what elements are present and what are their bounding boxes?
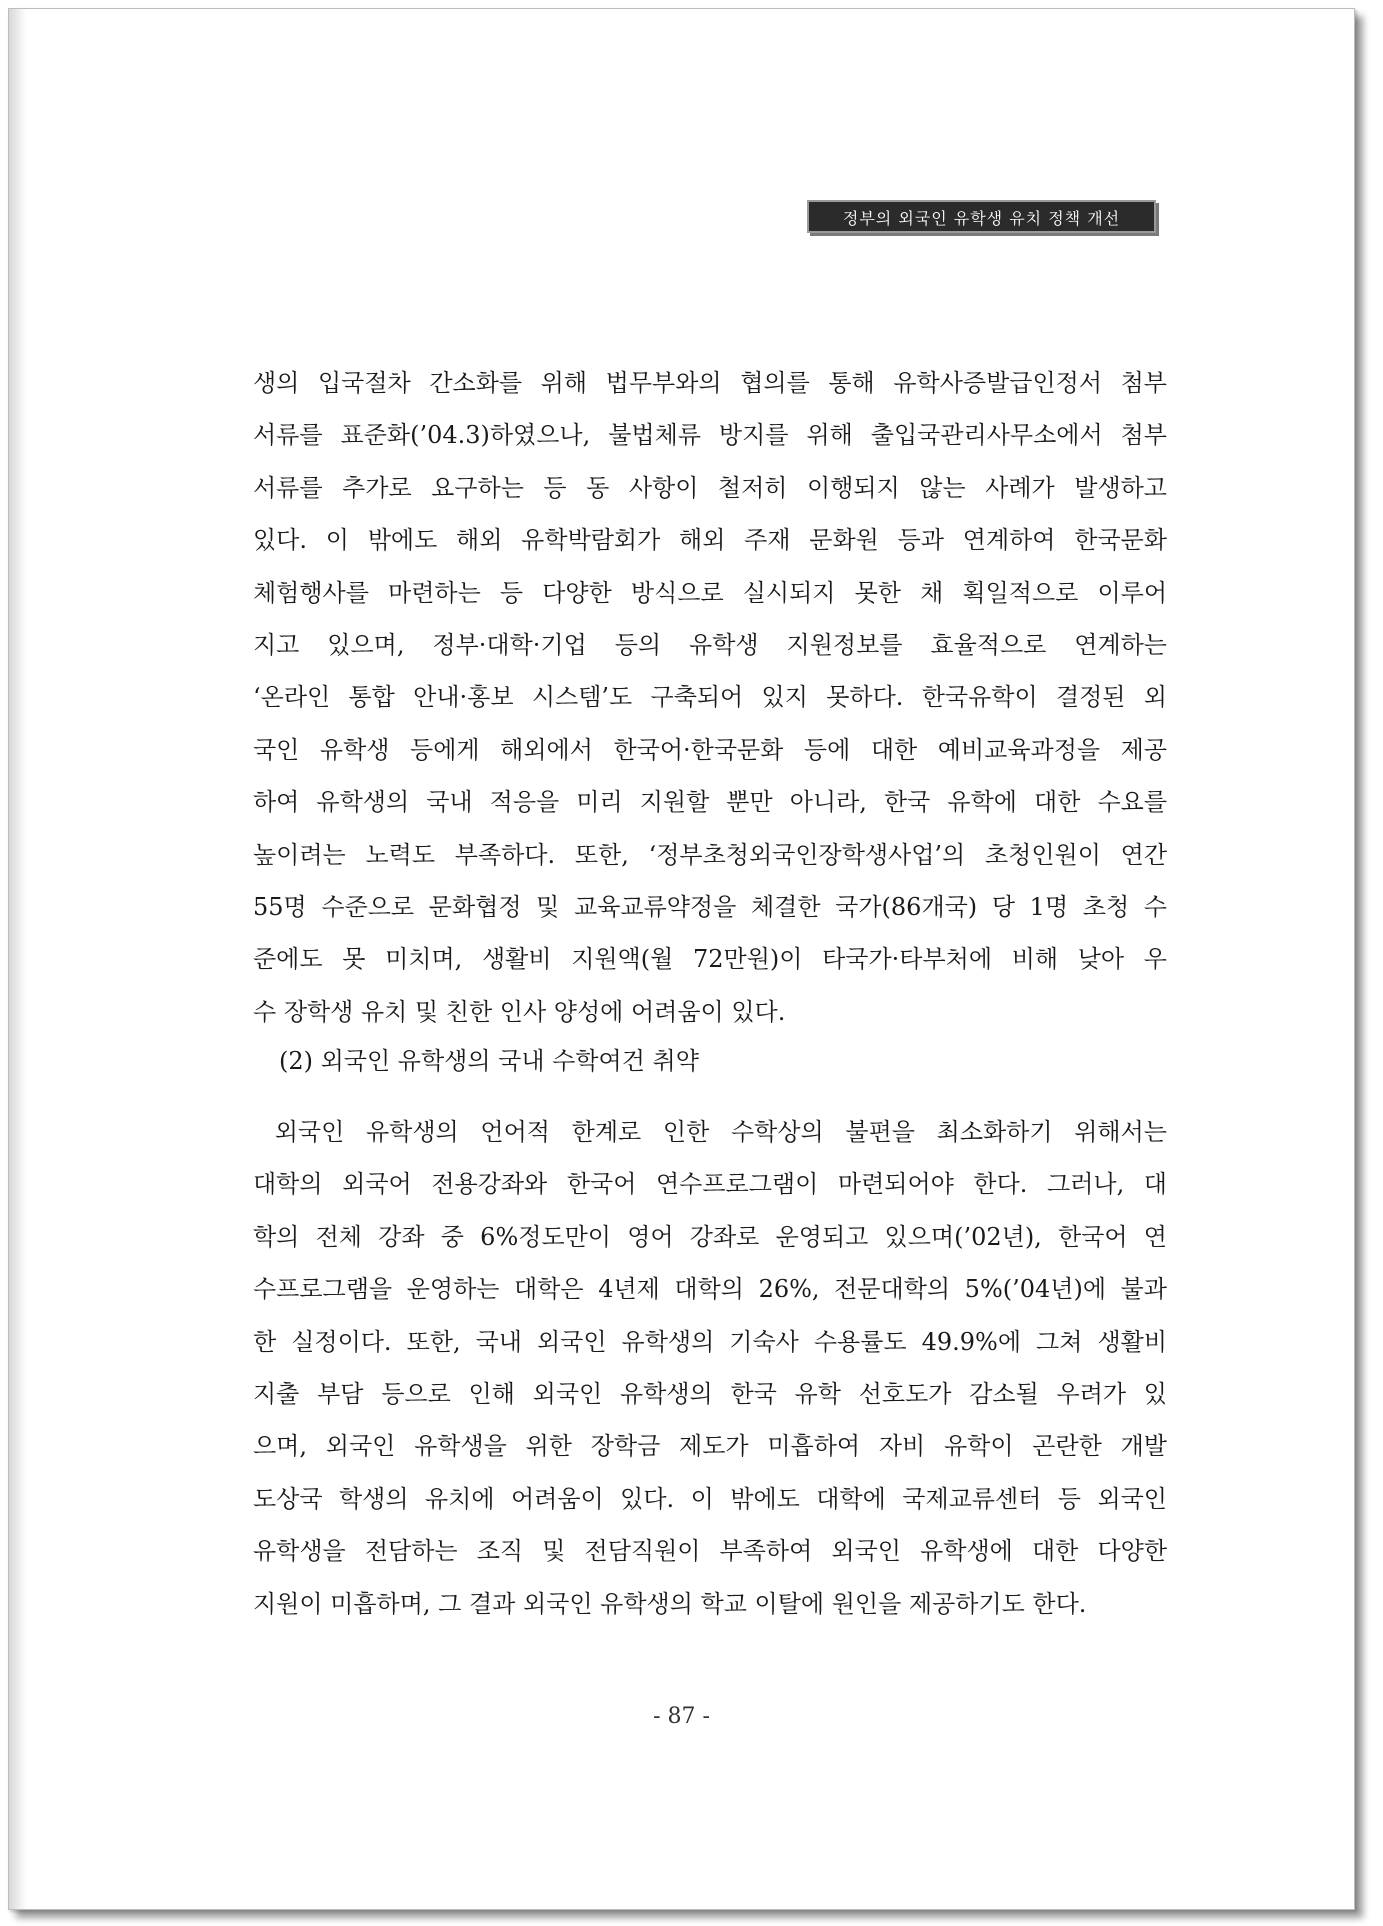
section-heading: (2) 외국인 유학생의 국내 수학여건 취약 [279,1047,699,1075]
text-line: 체험행사를 마련하는 등 다양한 방식으로 실시되지 못한 채 획일적으로 이루어 [253,578,1167,607]
text-line: 높이려는 노력도 부족하다. 또한, ‘정부초청외국인장학생사업’의 초청인원이 연간 [253,840,1167,869]
text-line: 수 장학생 유치 및 친한 인사 양성에 어려움이 있다. [253,997,786,1026]
page-number: - 87 - [653,1704,710,1729]
text-line: 서류를 추가로 요구하는 등 동 사항이 철저히 이행되지 않는 사례가 발생하고 [253,473,1167,502]
text-line: 유학생을 전담하는 조직 및 전담직원이 부족하여 외국인 유학생에 대한 다양한 [253,1537,1167,1566]
text-line: 학의 전체 강좌 중 6%정도만이 영어 강좌로 운영되고 있으며(’02년), 한국어 연 [253,1222,1167,1251]
text-line: 지고 있으며, 정부·대학·기업 등의 유학생 지원정보를 효율적으로 연계하는 [253,631,1167,660]
body-paragraph-2 [253,1106,1167,1630]
body-paragraph-1 [253,357,1167,1038]
text-line: 외국인 유학생의 언어적 한계로 인한 수학상의 불편을 최소화하기 위해서는 [253,1118,1167,1146]
text-line: ‘온라인 통합 안내·홍보 시스템’도 구축되어 있지 못하다. 한국유학이 결정된 외 [253,683,1167,712]
text-line: 준에도 못 미치며, 생활비 지원액(월 72만원)이 타국가·타부처에 비해 낮아 우 [253,945,1167,974]
text-line: 서류를 표준화(’04.3)하였으나, 불법체류 방지를 위해 출입국관리사무소에서 첨부 [253,421,1167,450]
text-line: 55명 수준으로 문화협정 및 교육교류약정을 체결한 국가(86개국) 당 1명 초청 수 [253,893,1167,922]
text-line: 한 실정이다. 또한, 국내 외국인 유학생의 기숙사 수용률도 49.9%에 그쳐 생활비 [253,1327,1167,1356]
text-line: 수프로그램을 운영하는 대학은 4년제 대학의 26%, 전문대학의 5%(’04년)에 불과 [253,1275,1167,1304]
text-line: 있다. 이 밖에도 해외 유학박람회가 해외 주재 문화원 등과 연계하여 한국문화 [253,526,1167,555]
text-line: 대학의 외국어 전용강좌와 한국어 연수프로그램이 마련되어야 한다. 그러나, 대 [253,1170,1167,1199]
text-line: 도상국 학생의 유치에 어려움이 있다. 이 밖에도 대학에 국제교류센터 등 외국인 [253,1484,1167,1513]
text-line: 지원이 미흡하며, 그 결과 외국인 유학생의 학교 이탈에 원인을 제공하기도 한다. [253,1589,1087,1618]
text-line: 으며, 외국인 유학생을 위한 장학금 제도가 미흡하여 자비 유학이 곤란한 개발 [253,1432,1167,1461]
running-header: 정부의 외국인 유학생 유치 정책 개선 [807,200,1156,233]
text-line: 하여 유학생의 국내 적응을 미리 지원할 뿐만 아니라, 한국 유학에 대한 수요를 [253,788,1167,817]
document-page [8,8,1355,1910]
page-binding-edge [9,9,27,1909]
text-line: 생의 입국절차 간소화를 위해 법무부와의 협의를 통해 유학사증발급인정서 첨부 [253,369,1167,397]
text-line: 지출 부담 등으로 인해 외국인 유학생의 한국 유학 선호도가 감소될 우려가 있 [253,1380,1167,1409]
text-line: 국인 유학생 등에게 해외에서 한국어·한국문화 등에 대한 예비교육과정을 제공 [253,735,1167,764]
